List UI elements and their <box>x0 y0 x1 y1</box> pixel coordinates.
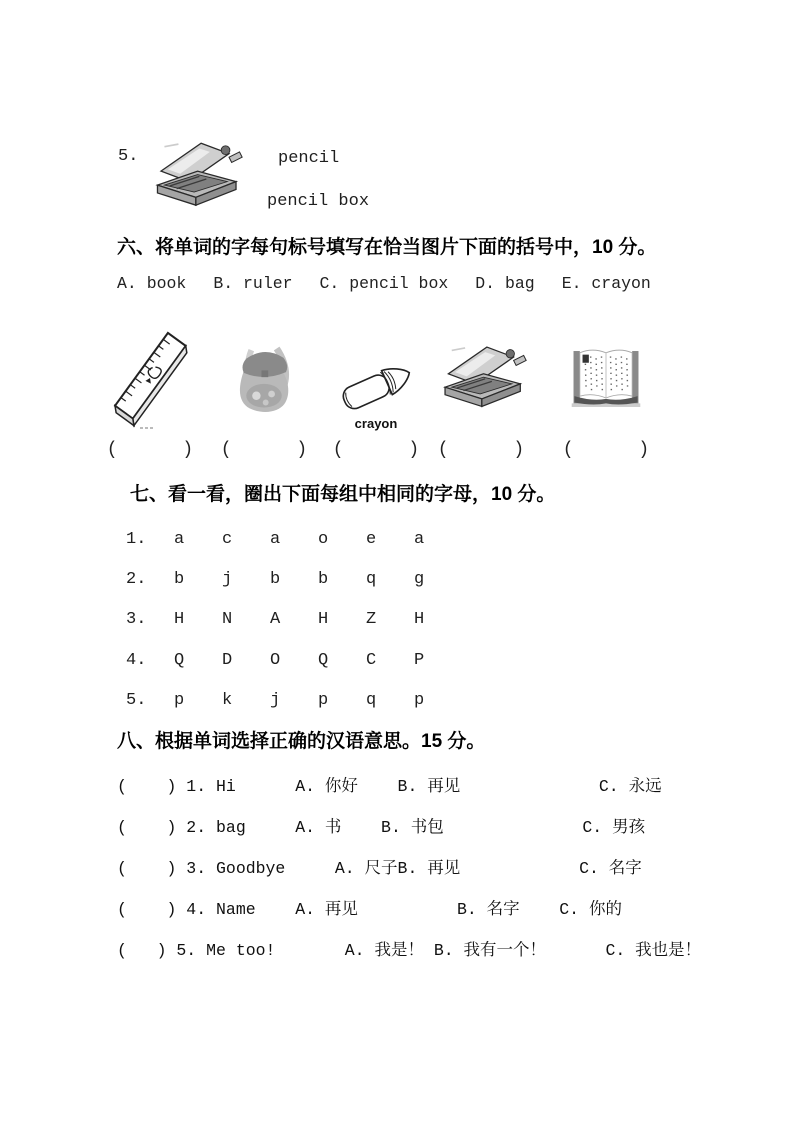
letter: O <box>270 650 281 670</box>
row-number: 1. <box>126 529 147 549</box>
answer-parentheses: ( ) <box>332 440 420 460</box>
letter: a <box>174 529 185 549</box>
option-e-crayon: E. crayon <box>561 274 651 293</box>
letter: Q <box>174 650 185 670</box>
letter: a <box>414 529 425 549</box>
letter: b <box>174 570 185 590</box>
letter: j <box>222 570 233 590</box>
picture-cell-crayon <box>322 328 430 460</box>
question-row-2: ( ) 2. bag A. 书 B. 书包 C. 男孩 <box>117 818 646 838</box>
letter-row-2 <box>126 559 462 599</box>
letter: P <box>414 650 425 670</box>
crayon-icon <box>330 358 422 416</box>
letter: D <box>222 650 233 670</box>
option-b-ruler: B. ruler <box>213 274 293 293</box>
row-number: 2. <box>126 570 147 590</box>
letter: p <box>174 691 185 711</box>
letter: b <box>318 570 329 590</box>
letter: H <box>414 610 425 630</box>
ruler-icon <box>110 326 190 432</box>
option-d-bag: D. bag <box>475 274 535 293</box>
letter: Q <box>318 650 329 670</box>
pencil-box-icon <box>435 340 527 416</box>
option-c-pencil-box: C. pencil box <box>319 274 449 293</box>
letter: e <box>366 529 377 549</box>
item5-word-pencil-box: pencil box <box>267 192 370 211</box>
letter: q <box>366 570 377 590</box>
section7-letter-grid <box>126 519 462 721</box>
letter: p <box>414 691 425 711</box>
question-row-3: ( ) 3. Goodbye A. 尺子B. 再见 C. 名字 <box>117 858 642 878</box>
question-row-1: ( ) 1. Hi A. 你好 B. 再见 C. 永远 <box>117 777 662 797</box>
row-number: 3. <box>126 610 147 630</box>
answer-parentheses: ( ) <box>106 440 194 460</box>
letter: a <box>270 529 281 549</box>
letter: g <box>414 570 425 590</box>
section7-heading: 七、看一看，圈出下面每组中相同的字母，10 分。 <box>130 484 556 505</box>
pencil-box-icon <box>147 136 243 215</box>
picture-cell-pencil-box <box>427 328 535 460</box>
picture-cell-bag <box>210 328 318 460</box>
letter-row-5 <box>126 681 462 721</box>
letter: N <box>222 610 233 630</box>
letter: c <box>222 529 233 549</box>
section8-heading: 八、根据单词选择正确的汉语意思。15 分。 <box>117 731 486 752</box>
letter: o <box>318 529 329 549</box>
letter: j <box>270 691 281 711</box>
question-row-5: ( ) 5. Me too! A. 我是！ B. 我有一个！ C. 我也是！ <box>117 940 702 960</box>
picture-caption: crayon <box>354 416 398 431</box>
letter: p <box>318 691 329 711</box>
letter: Z <box>366 610 377 630</box>
answer-parentheses: ( ) <box>437 440 525 460</box>
section6-options <box>117 274 651 293</box>
bag-icon <box>225 340 303 416</box>
section8-questions <box>117 764 701 968</box>
letter: q <box>366 691 377 711</box>
option-a-book: A. book <box>117 274 187 293</box>
letter-row-3 <box>126 600 462 640</box>
item5-number: 5. <box>118 147 139 166</box>
row-number: 5. <box>126 691 147 711</box>
item5-word-pencil: pencil <box>278 149 340 168</box>
letter-row-1 <box>126 519 462 559</box>
answer-parentheses: ( ) <box>220 440 308 460</box>
letter-row-4 <box>126 640 462 680</box>
letter: k <box>222 691 233 711</box>
row-number: 4. <box>126 650 147 670</box>
letter: H <box>318 610 329 630</box>
book-icon <box>560 342 652 416</box>
picture-cell-book <box>552 328 660 460</box>
section6-heading: 六、将单词的字每句标号填写在恰当图片下面的括号中，10 分。 <box>117 237 657 258</box>
question-row-4: ( ) 4. Name A. 再见 B. 名字 C. 你的 <box>117 899 622 919</box>
letter: H <box>174 610 185 630</box>
letter: C <box>366 650 377 670</box>
letter: A <box>270 610 281 630</box>
letter: b <box>270 570 281 590</box>
answer-parentheses: ( ) <box>562 440 650 460</box>
picture-cell-ruler <box>96 328 204 460</box>
